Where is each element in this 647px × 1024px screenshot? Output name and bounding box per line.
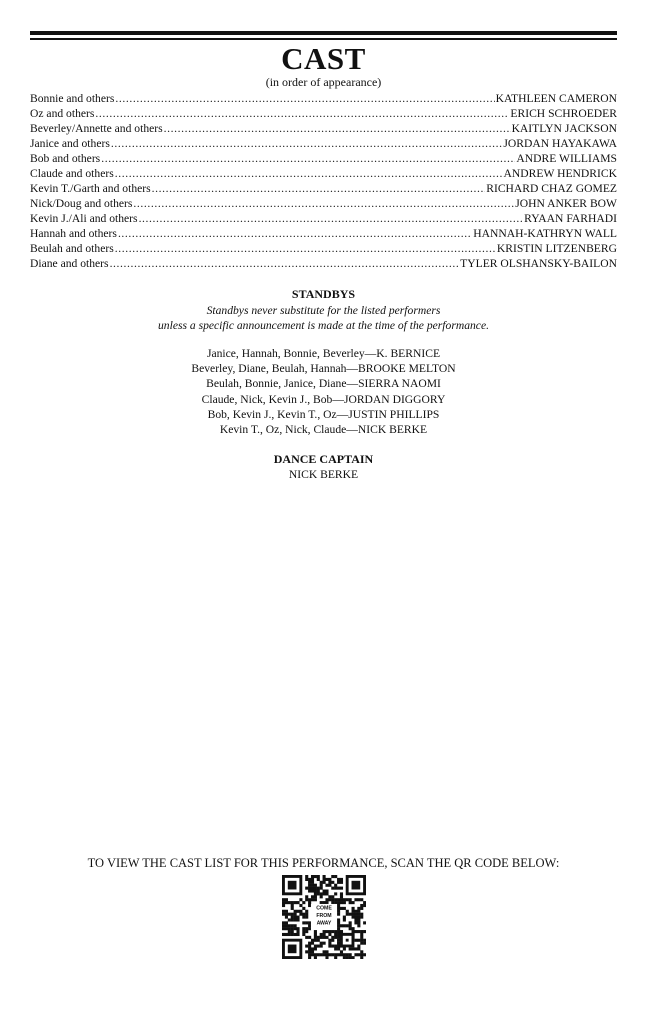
dot-leader <box>95 106 509 121</box>
top-rule-thin <box>30 38 617 40</box>
dot-leader <box>115 91 494 106</box>
cast-actor: ERICH SCHROEDER <box>510 107 617 120</box>
cast-row <box>30 256 617 271</box>
dot-leader <box>133 196 514 211</box>
cast-actor: ANDRE WILLIAMS <box>516 152 617 165</box>
cast-list <box>30 91 617 271</box>
cast-actor: KATHLEEN CAMERON <box>495 92 617 105</box>
standby-line: Beverley, Diane, Beulah, Hannah—BROOKE MELTON <box>191 362 456 376</box>
standbys-note-line-1: Standbys never substitute for the listed performers <box>206 304 441 317</box>
cast-role: Beulah and others <box>30 242 114 255</box>
cast-row <box>30 91 617 106</box>
cast-row <box>30 151 617 166</box>
dot-leader <box>115 166 503 181</box>
cast-actor: JOHN ANKER BOW <box>515 197 617 210</box>
cast-role: Oz and others <box>30 107 95 120</box>
qr-logo-text: COME <box>316 905 332 912</box>
dot-leader <box>115 241 496 256</box>
cast-role: Janice and others <box>30 137 110 150</box>
page-subtitle: (in order of appearance) <box>265 75 382 89</box>
cast-row <box>30 196 617 211</box>
dot-leader <box>164 121 511 136</box>
cast-role: Kevin J./Ali and others <box>30 212 138 225</box>
qr-code-graphic <box>282 875 366 959</box>
cast-actor: JORDAN HAYAKAWA <box>503 137 617 150</box>
dance-captain-heading: DANCE CAPTAIN <box>273 452 374 466</box>
cast-row <box>30 136 617 151</box>
cast-role: Nick/Doug and others <box>30 197 133 210</box>
cast-actor: RICHARD CHAZ GOMEZ <box>486 182 617 195</box>
dot-leader <box>111 136 503 151</box>
cast-role: Bonnie and others <box>30 92 115 105</box>
page-title: CAST <box>281 41 366 76</box>
dot-leader <box>152 181 486 196</box>
qr-logo-text: FROM <box>316 913 332 919</box>
cast-role: Beverley/Annette and others <box>30 122 163 135</box>
cast-row <box>30 121 617 136</box>
dot-leader <box>101 151 515 166</box>
cast-row <box>30 166 617 181</box>
qr-instruction: TO VIEW THE CAST LIST FOR THIS PERFORMANCE, SCAN THE QR CODE BELOW: <box>87 856 560 870</box>
standbys-note-line-2: unless a specific announcement is made at the time of the performance. <box>158 319 489 332</box>
cast-role: Diane and others <box>30 257 109 270</box>
cast-row <box>30 226 617 241</box>
cast-role: Bob and others <box>30 152 101 165</box>
cast-actor: TYLER OLSHANSKY-BAILON <box>460 257 617 270</box>
cast-actor: KAITLYN JACKSON <box>511 122 617 135</box>
cast-actor: KRISTIN LITZENBERG <box>496 242 617 255</box>
standby-list <box>0 346 647 437</box>
cast-role: Claude and others <box>30 167 114 180</box>
standby-line: Janice, Hannah, Bonnie, Beverley—K. BERNICE <box>206 347 441 360</box>
cast-row <box>30 181 617 196</box>
cast-role: Hannah and others <box>30 227 117 240</box>
cast-role: Kevin T./Garth and others <box>30 182 151 195</box>
dance-captain-name: NICK BERKE <box>288 468 359 481</box>
qr-code[interactable] <box>282 875 366 959</box>
cast-actor: HANNAH-KATHRYN WALL <box>473 227 617 240</box>
standby-line: Beulah, Bonnie, Janice, Diane—SIERRA NAOMI <box>206 377 441 391</box>
qr-logo-text: AWAY <box>316 920 332 927</box>
cast-row <box>30 106 617 121</box>
standbys-heading: STANDBYS <box>291 287 356 301</box>
dot-leader <box>139 211 524 226</box>
cast-actor: RYAAN FARHADI <box>524 212 617 225</box>
cast-row <box>30 211 617 226</box>
cast-actor: ANDREW HENDRICK <box>503 167 617 180</box>
standby-line: Bob, Kevin J., Kevin T., Oz—JUSTIN PHILLIPS <box>207 407 440 421</box>
top-rule-thick <box>30 31 617 35</box>
standby-line: Claude, Nick, Kevin J., Bob—JORDAN DIGGORY <box>201 392 446 406</box>
standby-line: Kevin T., Oz, Nick, Claude—NICK BERKE <box>219 422 428 436</box>
cast-row <box>30 241 617 256</box>
dot-leader <box>118 226 472 241</box>
dot-leader <box>110 256 460 271</box>
